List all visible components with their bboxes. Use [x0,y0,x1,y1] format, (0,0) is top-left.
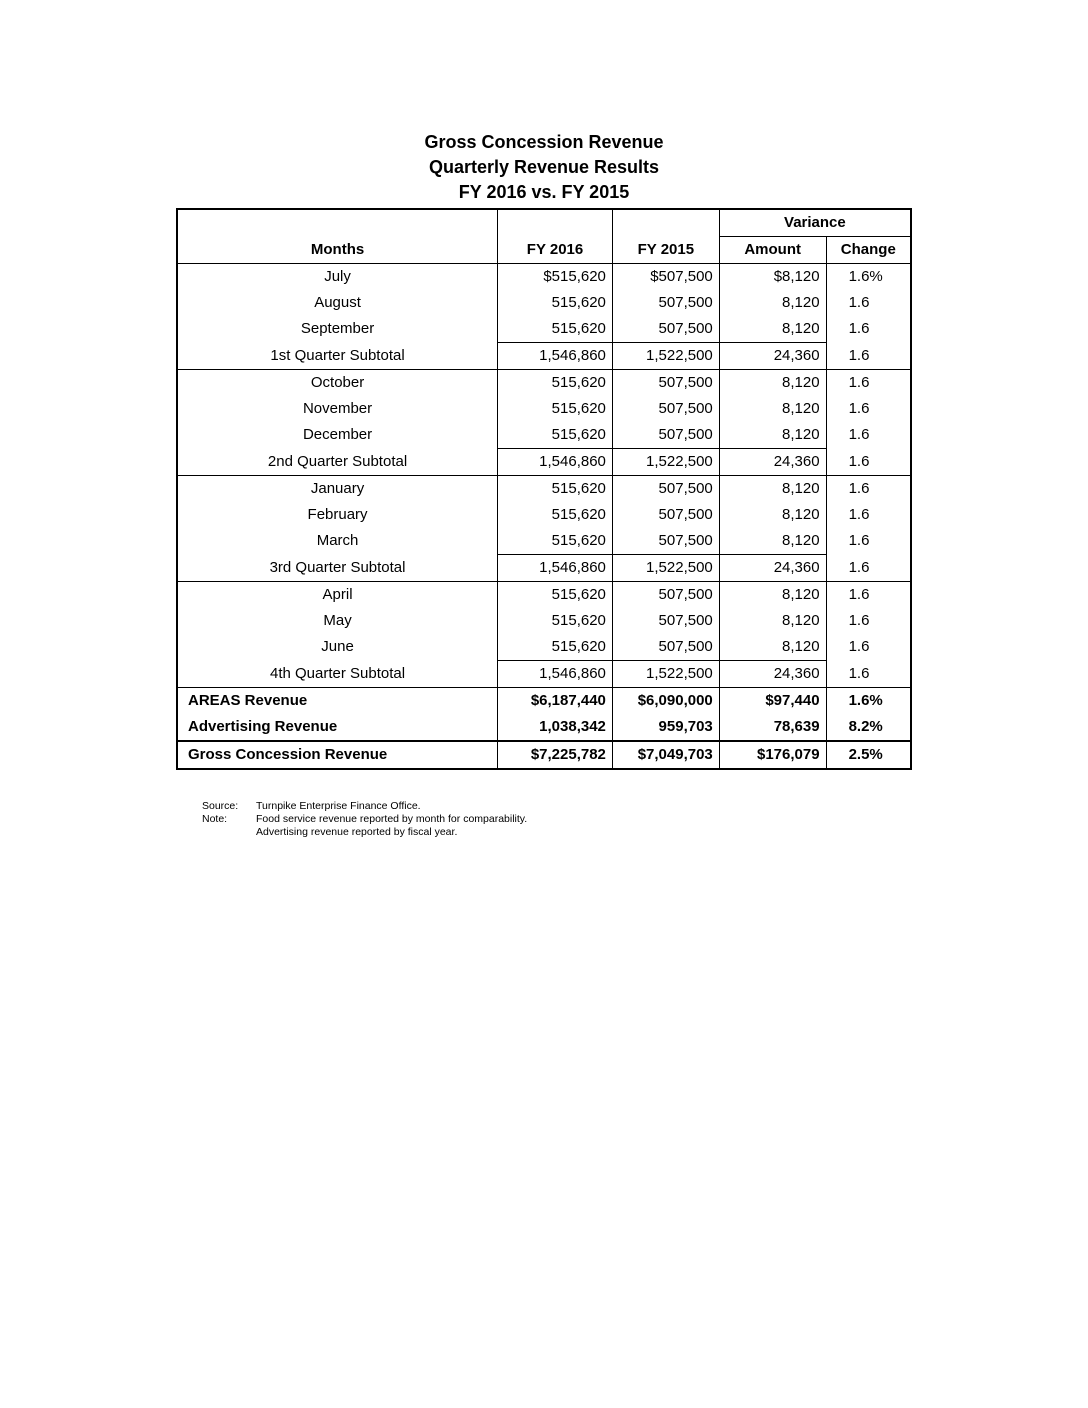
table-row-label: September [300,320,375,338]
table-row-label: June [321,638,354,656]
note-line-2: Advertising revenue reported by fiscal year. [256,826,458,838]
summary-row-fy2015: 959,703 [612,714,719,741]
table-row-amount: 8,120 [719,582,826,609]
subtotal-row-fy2015: 1,522,500 [612,555,719,582]
subtotal-row-change: 1.6 [826,661,911,688]
table-row [177,370,911,397]
table-row [177,316,911,343]
table-row-fy2016: 515,620 [498,422,613,449]
table-row-fy2015: 507,500 [612,502,719,528]
subtotal-row-fy2016: 1,546,860 [498,343,613,370]
header-row-variance [177,209,911,237]
months-header: Months [177,237,498,264]
table-row-label: August [314,294,361,311]
gross-total-row-amount: $176,079 [719,741,826,769]
gross-total-row-fy2016: $7,225,782 [498,741,613,769]
summary-row [177,688,911,715]
table-row-fy2015: 507,500 [612,316,719,343]
table-row [177,290,911,316]
fy2016-header: FY 2016 [498,237,613,264]
table-row-fy2015: 507,500 [612,396,719,422]
summary-row-label: AREAS Revenue [177,688,498,715]
table-row-fy2016: 515,620 [498,316,613,343]
gross-total-row [177,741,911,769]
table-row [177,608,911,634]
title-line-2: Quarterly Revenue Results [428,157,660,177]
table-row-label: December [302,426,373,444]
table-row [177,634,911,661]
table-row-change: 1.6% [826,264,911,291]
subtotal-row [177,661,911,688]
table-row-fy2015: 507,500 [612,422,719,449]
change-header: Change [826,237,911,264]
table-row [177,396,911,422]
table-row-change: 1.6 [826,528,911,555]
subtotal-row-amount: 24,360 [719,449,826,476]
gross-total-row-change: 2.5% [826,741,911,769]
table-row-amount: 8,120 [719,528,826,555]
table-row-fy2016: 515,620 [498,502,613,528]
subtotal-row-amount: 24,360 [719,343,826,370]
title-line-1: Gross Concession Revenue [424,132,664,152]
table-row [177,422,911,449]
source-label: Source: [202,800,239,812]
subtotal-row-change: 1.6 [826,555,911,582]
table-row-fy2016: 515,620 [498,608,613,634]
table-row-change: 1.6 [826,634,911,661]
table-row-amount: $8,120 [719,264,826,291]
subtotal-row-fy2015: 1,522,500 [612,661,719,688]
table-row-fy2015: 507,500 [612,608,719,634]
table-row-fy2015: $507,500 [612,264,719,291]
table-row-fy2015: 507,500 [612,634,719,661]
subtotal-row-fy2016: 1,546,860 [498,449,613,476]
table-row-fy2016: 515,620 [498,370,613,397]
amount-header: Amount [719,237,826,264]
title-line-3: FY 2016 vs. FY 2015 [458,182,630,202]
table-row [177,528,911,555]
table-row-amount: 8,120 [719,396,826,422]
table-row [177,502,911,528]
subtotal-row [177,343,911,370]
summary-row-change: 8.2% [826,714,911,741]
note-label: Note: [202,813,228,825]
table-row-fy2016: 515,620 [498,634,613,661]
subtotal-row-amount: 24,360 [719,555,826,582]
table-row-change: 1.6 [826,582,911,609]
note-line-1: Food service revenue reported by month for comparability. [256,813,528,825]
table-row-fy2016: 515,620 [498,396,613,422]
fy2015-header: FY 2015 [612,237,719,264]
subtotal-row-label: 2nd Quarter Subtotal [177,449,498,476]
subtotal-row-change: 1.6 [826,449,911,476]
table-row-change: 1.6 [826,396,911,422]
subtotal-row-label: 1st Quarter Subtotal [177,343,498,370]
table-row-fy2015: 507,500 [612,290,719,316]
table-row-label: July [324,268,351,285]
table-row-change: 1.6 [826,316,911,343]
table-row [177,476,911,503]
table-row-amount: 8,120 [719,608,826,634]
table-row-amount: 8,120 [719,422,826,449]
gross-total-row-label: Gross Concession Revenue [177,741,498,769]
table-row-fy2015: 507,500 [612,528,719,555]
revenue-table [176,208,912,770]
subtotal-row-fy2016: 1,546,860 [498,555,613,582]
table-row-amount: 8,120 [719,316,826,343]
subtotal-row-fy2015: 1,522,500 [612,343,719,370]
subtotal-row [177,449,911,476]
summary-row-change: 1.6% [826,688,911,715]
summary-row [177,714,911,741]
subtotal-row [177,555,911,582]
table-row-label: November [302,400,373,417]
table-row-fy2016: 515,620 [498,528,613,555]
summary-row-label: Advertising Revenue [188,718,338,735]
table-row [177,582,911,609]
table-row-fy2016: 515,620 [498,290,613,316]
table-row-change: 1.6 [826,502,911,528]
table-row-label: April [322,586,353,603]
subtotal-row-label: 4th Quarter Subtotal [177,661,498,688]
subtotal-row-label: 3rd Quarter Subtotal [177,555,498,582]
table-row-fy2015: 507,500 [612,370,719,397]
table-row-amount: 8,120 [719,370,826,397]
report-title [176,130,912,205]
table-row [177,264,911,291]
table-row-fy2016: 515,620 [498,476,613,503]
table-row-change: 1.6 [826,608,911,634]
table-row-amount: 8,120 [719,634,826,661]
table-row-fy2016: $515,620 [498,264,613,291]
table-row-label: March [316,532,359,550]
table-row-change: 1.6 [826,370,911,397]
footnotes [202,800,527,839]
source-text: Turnpike Enterprise Finance Office. [256,800,421,812]
table-row-amount: 8,120 [719,290,826,316]
subtotal-row-change: 1.6 [826,343,911,370]
table-row-label: October [310,374,365,391]
summary-row-fy2015: $6,090,000 [612,688,719,715]
table-row-amount: 8,120 [719,502,826,528]
table-row-fy2015: 507,500 [612,476,719,503]
variance-header: Variance [719,209,911,237]
summary-row-fy2016: 1,038,342 [498,714,613,741]
subtotal-row-fy2015: 1,522,500 [612,449,719,476]
subtotal-row-fy2016: 1,546,860 [498,661,613,688]
table-row-change: 1.6 [826,476,911,503]
gross-total-row-fy2015: $7,049,703 [612,741,719,769]
header-row [177,237,911,264]
summary-row-amount: $97,440 [719,688,826,715]
table-row-label: January [310,480,365,497]
table-row-label: February [307,506,368,523]
table-row-fy2015: 507,500 [612,582,719,609]
table-row-change: 1.6 [826,422,911,449]
summary-row-amount: 78,639 [719,714,826,741]
subtotal-row-amount: 24,360 [719,661,826,688]
table-row-amount: 8,120 [719,476,826,503]
table-row-fy2016: 515,620 [498,582,613,609]
summary-row-fy2016: $6,187,440 [498,688,613,715]
table-row-change: 1.6 [826,290,911,316]
table-row-label: May [323,612,352,629]
